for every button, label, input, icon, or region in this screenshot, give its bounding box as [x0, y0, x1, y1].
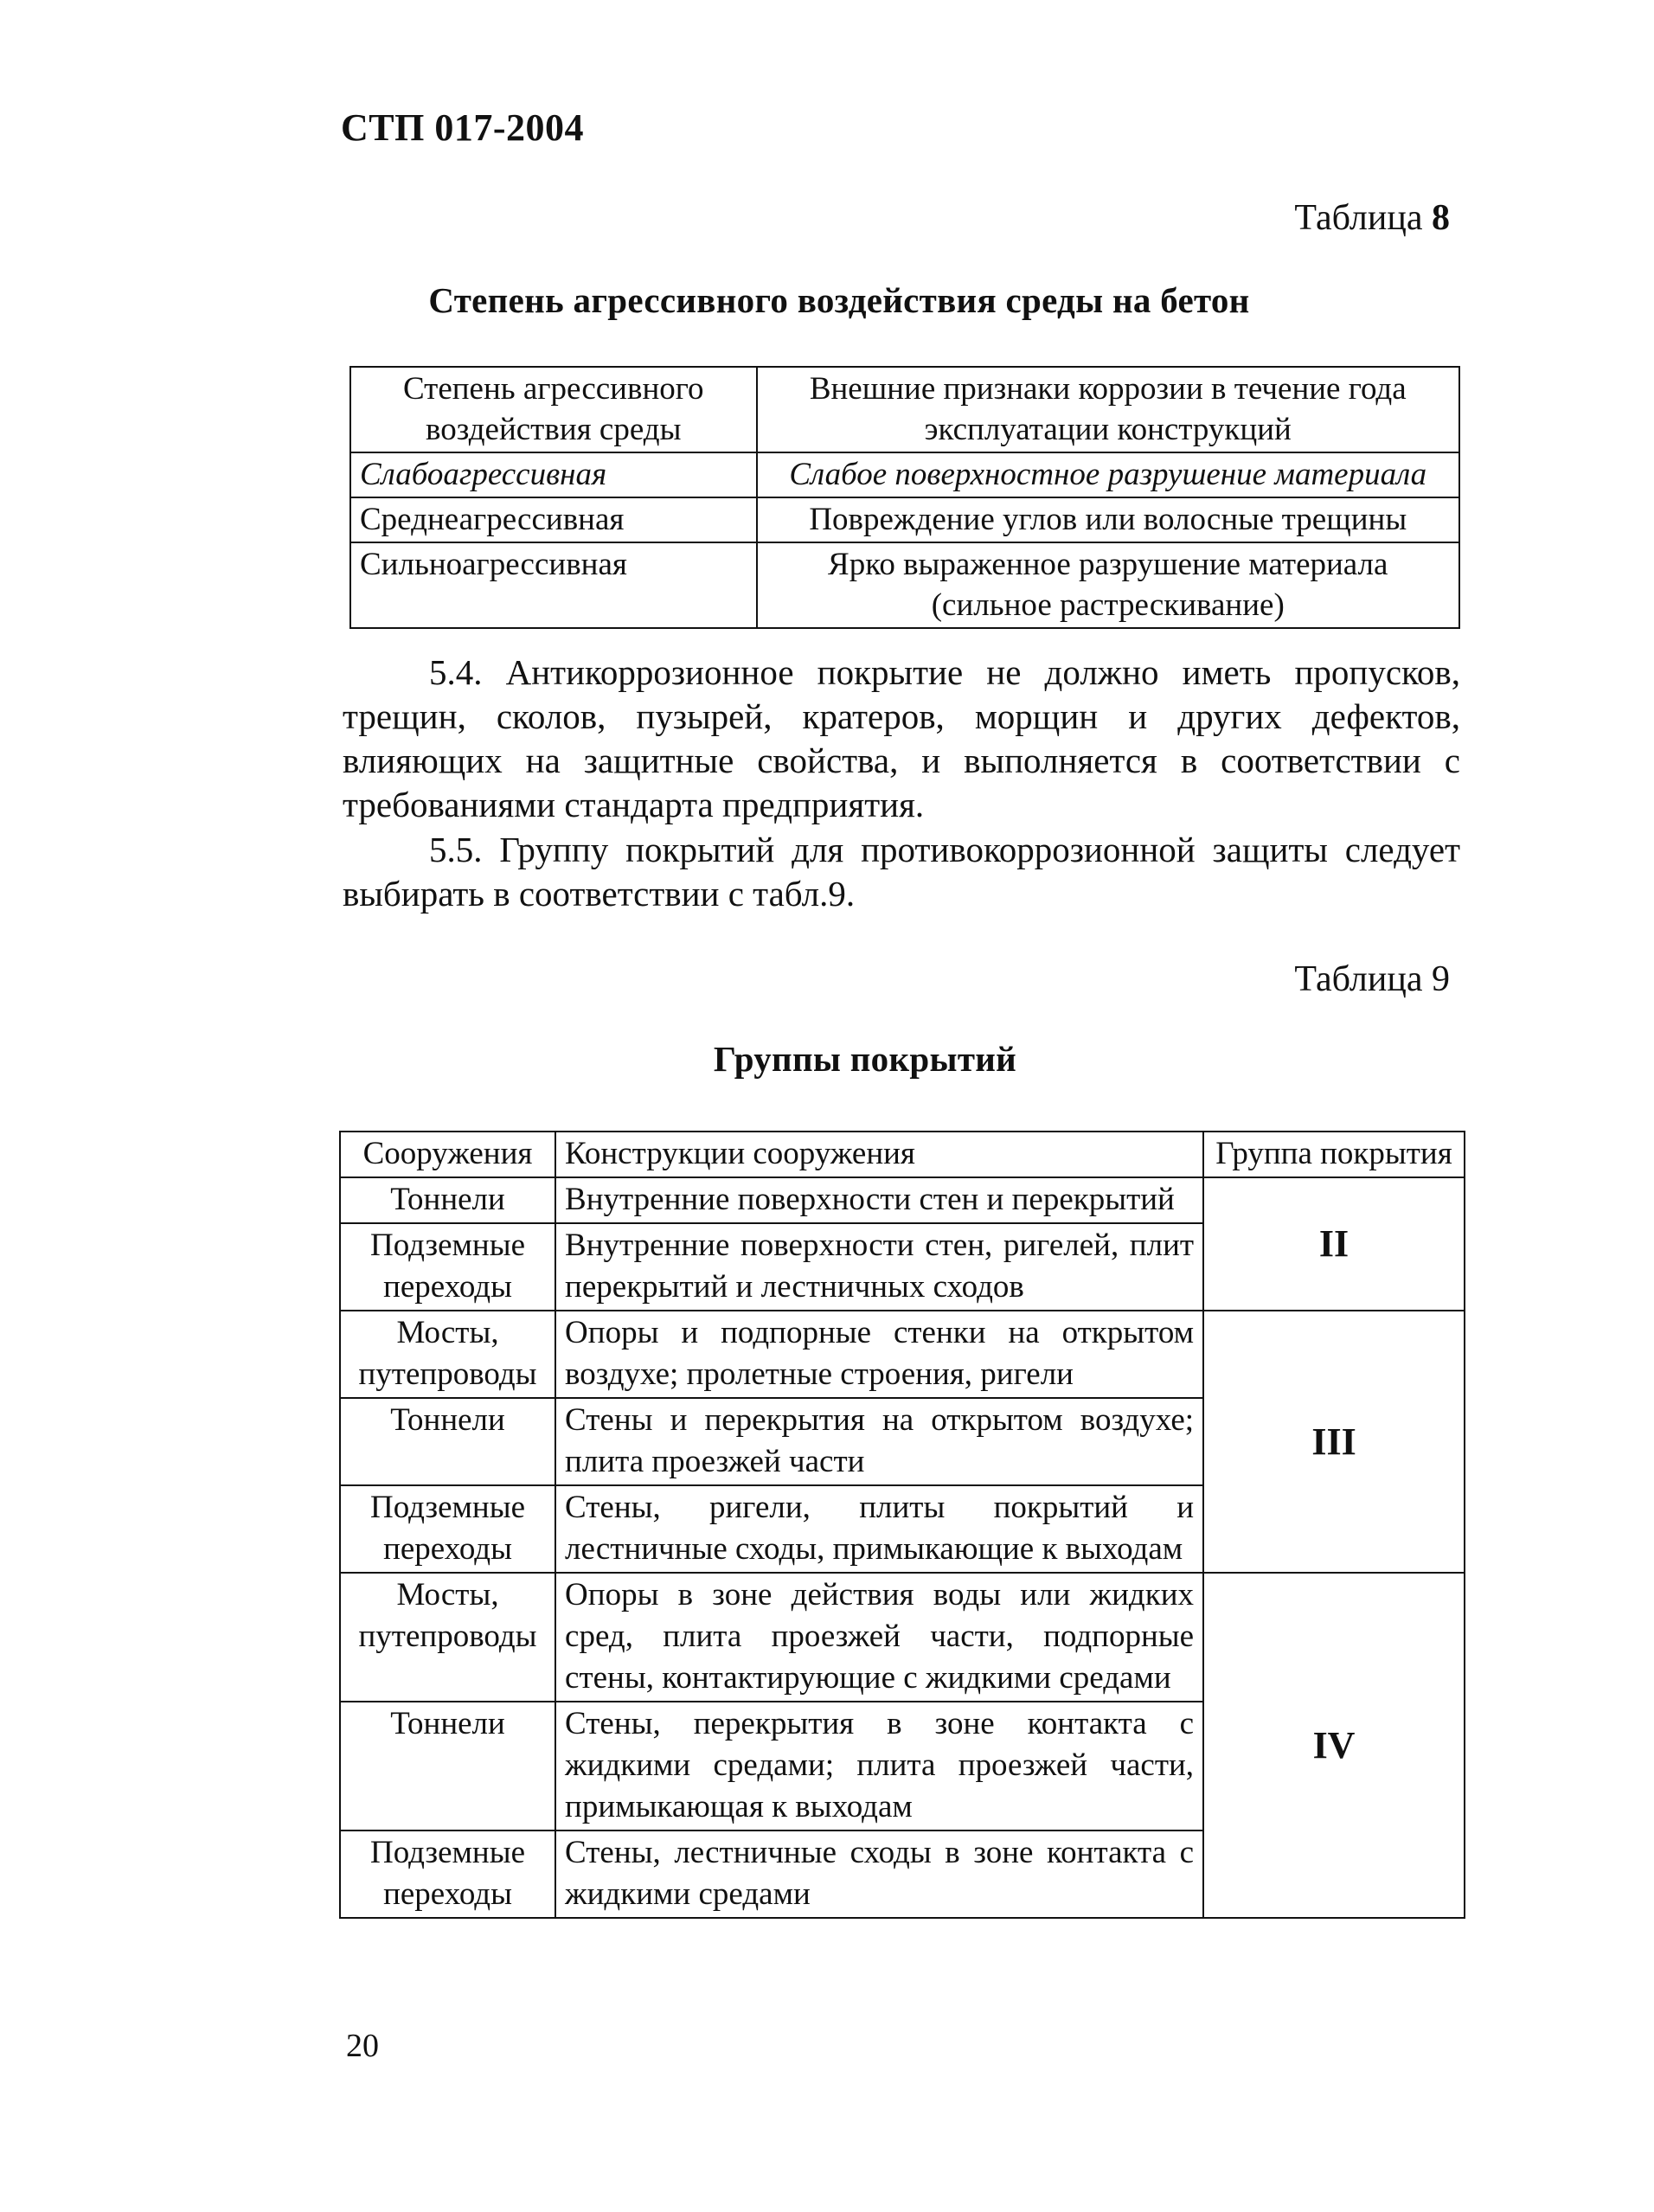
table-row — [350, 452, 1459, 497]
constructions-cell: Стены, перекрытия в зоне контакта с жидкими средами; плита проезжей части, примыкающая к выходам — [555, 1702, 1203, 1831]
signs-cell: Слабое поверхностное разрушение материала — [757, 452, 1460, 497]
column-header-degree: Степень агрессивного воздействия среды — [350, 367, 757, 452]
paragraph-5-4: 5.4. Антикоррозионное покрытие не должно иметь пропусков, трещин, сколов, пузырей, кратеров, морщин и других дефектов, влияющих на защитные свойства, и выполняется в соответствии с требованиями стандарта предприятия. — [343, 652, 1460, 824]
constructions-cell: Опоры в зоне действия воды или жидких сред, плита проезжей части, подпорные стены, контактирующие с жидкими средами — [555, 1573, 1203, 1702]
structure-cell: Мосты, путепроводы — [340, 1573, 555, 1702]
page-number: 20 — [346, 2028, 379, 2064]
paragraph-5-5: 5.5. Группу покрытий для противокоррозионной защиты следует выбирать в соответствии с табл.9. — [343, 830, 1460, 914]
column-header-constructions: Конструкции сооружения — [555, 1132, 1203, 1177]
column-header-signs: Внешние признаки коррозии в течение года эксплуатации конструкций — [757, 367, 1460, 452]
group-cell: IV — [1203, 1573, 1465, 1918]
table-row — [340, 1177, 1465, 1223]
column-header-group: Группа покрытия — [1203, 1132, 1465, 1177]
constructions-cell: Стены и перекрытия на открытом воздухе; плита проезжей части — [555, 1398, 1203, 1485]
table-9-label-text: Таблица — [1294, 959, 1423, 999]
structure-cell: Тоннели — [340, 1177, 555, 1223]
structure-cell: Тоннели — [340, 1398, 555, 1485]
table-header-row — [340, 1132, 1465, 1177]
table-header-row — [350, 367, 1459, 452]
structure-cell: Подземные переходы — [340, 1485, 555, 1573]
table-row — [340, 1311, 1465, 1398]
table-row — [350, 542, 1459, 628]
document-code: СТП 017-2004 — [341, 106, 584, 149]
constructions-cell: Внутренние поверхности стен, ригелей, плит перекрытий и лестничных сходов — [555, 1223, 1203, 1311]
group-cell: III — [1203, 1311, 1465, 1573]
table-8-label-text: Таблица — [1294, 198, 1423, 238]
constructions-cell: Стены, лестничные сходы в зоне контакта с жидкими средами — [555, 1831, 1203, 1918]
degree-cell: Среднеагрессивная — [350, 497, 757, 542]
signs-cell: Повреждение углов или волосные трещины — [757, 497, 1460, 542]
group-cell: II — [1203, 1177, 1465, 1311]
structure-cell: Тоннели — [340, 1702, 555, 1831]
signs-cell: Ярко выраженное разрушение материала (сильное растрескивание) — [757, 542, 1460, 628]
constructions-cell: Внутренние поверхности стен и перекрытий — [555, 1177, 1203, 1223]
table-row — [340, 1573, 1465, 1702]
constructions-cell: Опоры и подпорные стенки на открытом воздухе; пролетные строения, ригели — [555, 1311, 1203, 1398]
table-9-label — [1294, 959, 1450, 1000]
degree-cell: Сильноагрессивная — [350, 542, 757, 628]
constructions-cell: Стены, ригели, плиты покрытий и лестничные сходы, примыкающие к выходам — [555, 1485, 1203, 1573]
table-row — [350, 497, 1459, 542]
structure-cell: Мосты, путепроводы — [340, 1311, 555, 1398]
table-9-coating-groups — [339, 1131, 1465, 1919]
structure-cell: Подземные переходы — [340, 1831, 555, 1918]
column-header-structures: Сооружения — [340, 1132, 555, 1177]
structure-cell: Подземные переходы — [340, 1223, 555, 1311]
table-8-label — [1294, 197, 1450, 239]
degree-cell: Слабоагрессивная — [350, 452, 757, 497]
table-8-title: Степень агрессивного воздействия среды на бетон — [428, 280, 1250, 320]
table-9-title: Группы покрытий — [713, 1039, 1017, 1079]
table-9-label-number: 9 — [1432, 959, 1450, 999]
table-8-label-number: 8 — [1432, 198, 1450, 238]
table-8-aggressiveness — [349, 366, 1460, 629]
